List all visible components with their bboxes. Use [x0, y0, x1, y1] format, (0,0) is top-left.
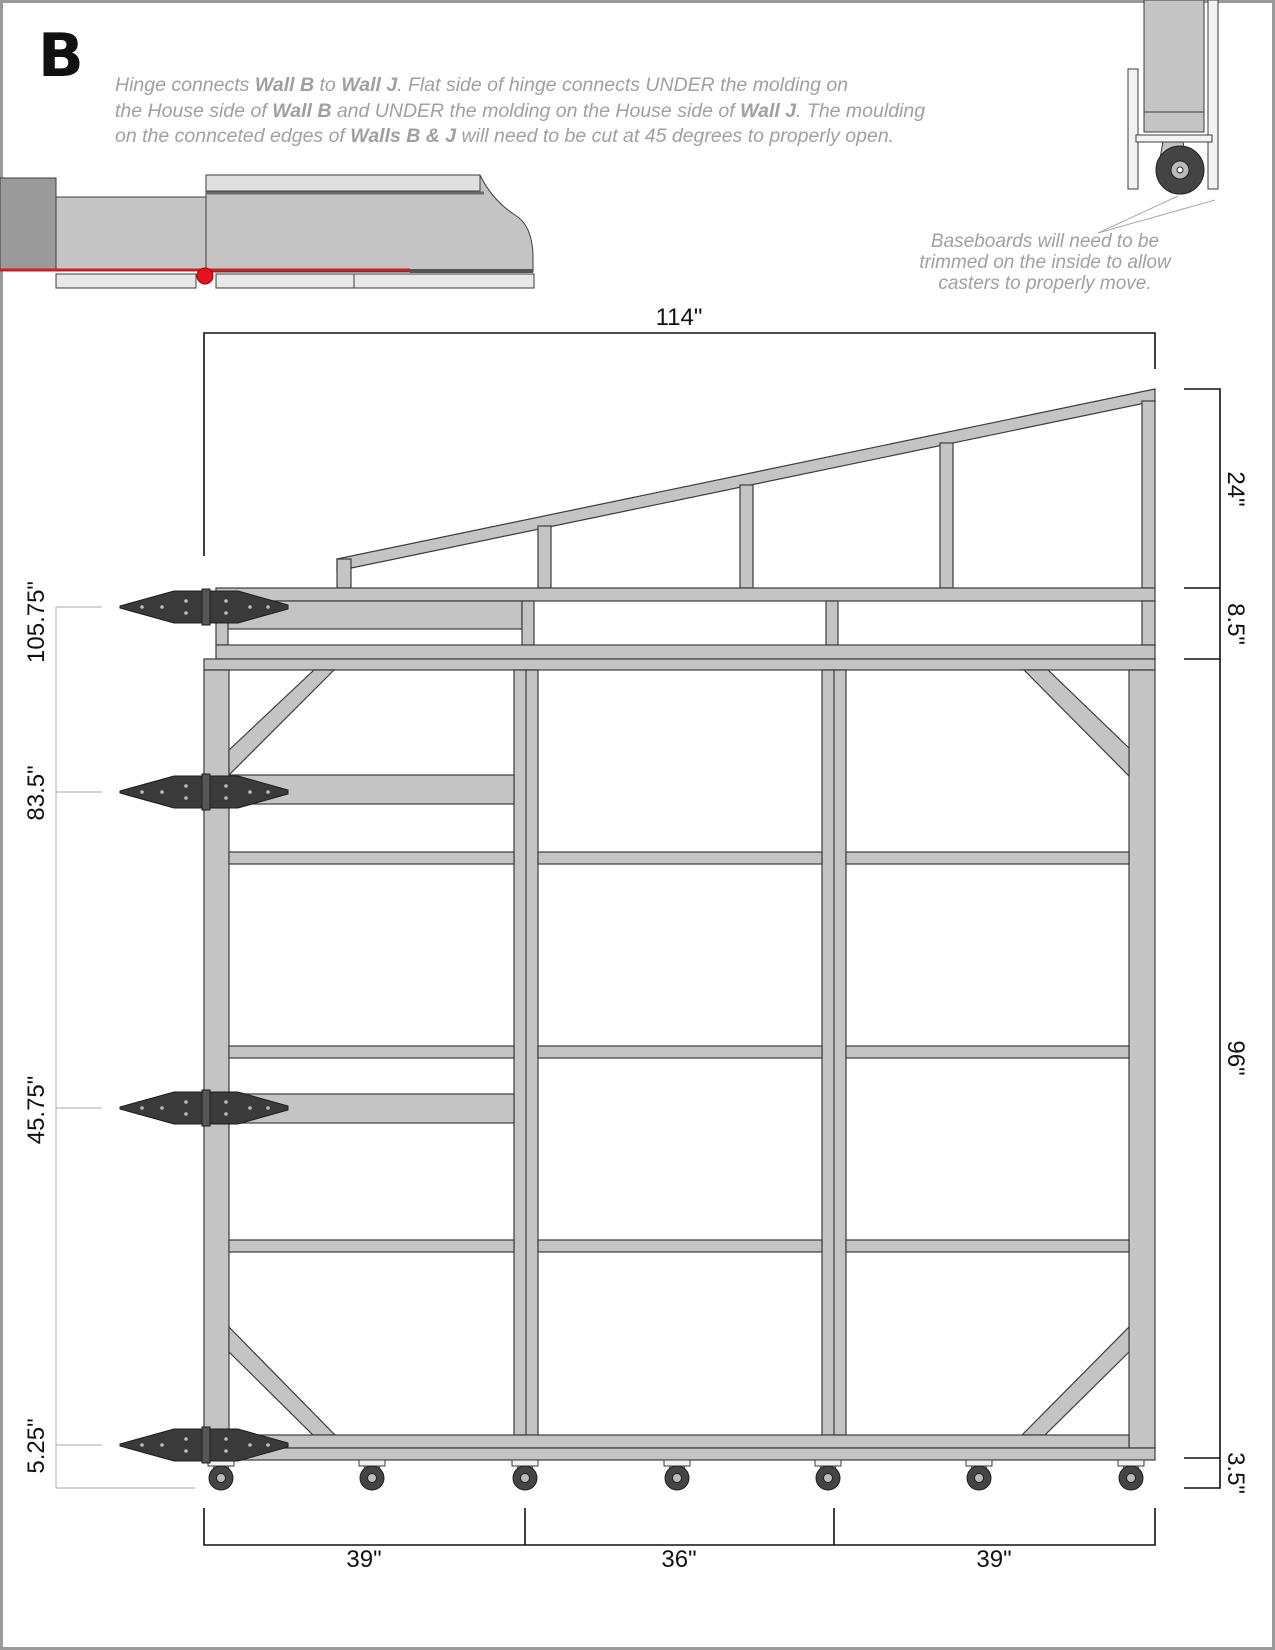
bottom-plate — [229, 1435, 1129, 1448]
caster-note-line: casters to properly move. — [938, 273, 1152, 294]
caster-detail — [1098, 0, 1218, 233]
hinge-pivot-dot — [197, 268, 213, 284]
corner-brace — [229, 1327, 335, 1435]
header-post — [826, 601, 838, 645]
leader-line-1 — [1098, 196, 1178, 233]
wall-b-frame — [204, 389, 1155, 1460]
blocking — [846, 1046, 1129, 1058]
blocking — [229, 1240, 514, 1252]
blocking — [538, 1046, 822, 1058]
wall-reference: Wall J — [740, 99, 797, 122]
dim-bottom-chain — [204, 1508, 1155, 1545]
note-text: on the connceted edges of — [115, 125, 351, 147]
hinge-height-guides — [56, 607, 195, 1488]
dim-label-right: 96" — [1222, 1040, 1249, 1076]
rafter-post — [740, 485, 753, 588]
header-bottom-plate — [216, 645, 1155, 659]
casters — [208, 1460, 1144, 1490]
note-text: Hinge connects — [115, 74, 255, 96]
dim-label-right: 8.5" — [1222, 603, 1249, 645]
detail-bottom-plate — [1144, 112, 1204, 132]
leader-line-2 — [1098, 200, 1215, 233]
detail-stud — [1144, 0, 1204, 112]
corner-brace — [229, 670, 334, 775]
blocking — [229, 852, 514, 864]
wall-reference: Wall B — [272, 99, 332, 122]
dim-label-hinge-height: 83.5" — [23, 765, 50, 821]
caster-wheel-icon — [359, 1460, 385, 1490]
note-text: the House side of — [115, 99, 273, 122]
dim-label-bottom: 36" — [661, 1546, 697, 1573]
dim-label-hinge-height: 105.75" — [23, 581, 50, 663]
dimension-lines — [204, 333, 1220, 1545]
blocking — [229, 1046, 514, 1058]
dim-label-right: 3.5" — [1222, 1452, 1249, 1494]
baseboard-j-1 — [216, 274, 354, 288]
header-post — [522, 601, 534, 645]
wall-reference: Walls B & J — [350, 125, 457, 147]
dim-label-right: 24" — [1222, 471, 1249, 507]
hinge-plan-detail — [0, 175, 534, 288]
wall-reference: Wall J — [341, 74, 398, 96]
adjacent-wall-block — [0, 178, 56, 271]
end-stud-right — [1129, 670, 1155, 1448]
note-text: will need to be cut at 45 degrees to properly open. — [456, 125, 895, 147]
dim-right-chain — [1184, 389, 1220, 1488]
caster-note-line: trimmed on the inside to allow — [919, 252, 1171, 273]
dim-overall-width — [204, 333, 1155, 369]
baseboard-j-2 — [354, 274, 534, 288]
caster-wheel-icon — [512, 1460, 538, 1490]
caster-wheel-icon — [1118, 1460, 1144, 1490]
rafter-post — [337, 559, 351, 588]
baseboard-right — [1208, 0, 1218, 189]
baseboard-left — [1128, 69, 1138, 189]
caster-plate — [1136, 135, 1212, 142]
rafter-post — [940, 443, 953, 588]
dim-label-overall-width: 114" — [655, 304, 703, 331]
blocking — [538, 1240, 822, 1252]
corner-brace — [1022, 1327, 1129, 1435]
caster-wheel-icon — [208, 1460, 234, 1490]
note-text: to — [314, 74, 342, 96]
dim-label-hinge-height: 5.25" — [23, 1418, 50, 1474]
note-text: and UNDER the molding on the House side of — [331, 99, 741, 122]
dim-label-hinge-height: 45.75" — [23, 1075, 50, 1145]
rafter-post — [1142, 401, 1155, 588]
baseboard-b — [56, 274, 196, 288]
sole-plate — [204, 1448, 1155, 1460]
header-top-plate — [216, 588, 1155, 601]
dim-label-bottom: 39" — [346, 1546, 382, 1573]
header-end-right — [1142, 601, 1155, 645]
caster-wheel-icon — [966, 1460, 992, 1490]
top-plate — [204, 659, 1155, 670]
dim-label-bottom: 39" — [976, 1546, 1012, 1573]
wall-b-section — [56, 197, 206, 271]
sheet-letter: B — [38, 21, 84, 91]
caster-wheel-icon — [664, 1460, 690, 1490]
blocking — [538, 852, 822, 864]
wall-reference: Wall B — [254, 74, 315, 96]
note-text: . The moulding — [796, 99, 926, 122]
caster-note-line: Baseboards will need to be — [930, 231, 1160, 252]
caster-axle — [1177, 167, 1183, 173]
blocking — [846, 852, 1129, 864]
blocking — [846, 1240, 1129, 1252]
corner-brace — [1024, 670, 1129, 776]
note-text: . Flat side of hinge connects UNDER the molding on — [397, 74, 849, 96]
molding-cap — [206, 175, 480, 191]
rafter-post — [538, 526, 551, 588]
caster-wheel-icon — [815, 1460, 841, 1490]
